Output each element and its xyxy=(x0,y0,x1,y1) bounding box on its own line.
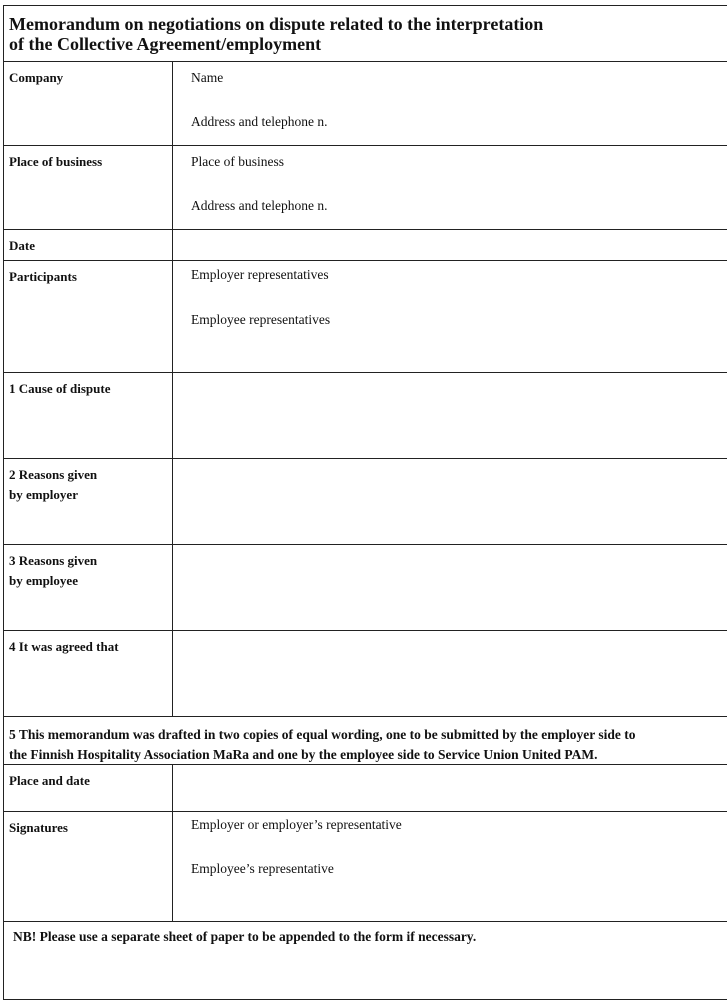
place-of-business-field[interactable] xyxy=(173,146,727,229)
agreed-label: 4 It was agreed that xyxy=(4,631,173,716)
employee-signature-label: Employee’s representative xyxy=(191,861,334,876)
nb-note: NB! Please use a separate sheet of paper to be appended to the form if necessary. xyxy=(13,929,477,944)
date-field[interactable] xyxy=(173,230,727,260)
cause-of-dispute-label: 1 Cause of dispute xyxy=(4,373,173,458)
signatures-row xyxy=(4,812,727,922)
employee-reasons-label-line-2: by employee xyxy=(9,573,78,588)
place-of-business-label: Place of business xyxy=(4,146,173,229)
employer-signature-label: Employer or employer’s representative xyxy=(191,817,402,832)
employee-reasons-label xyxy=(4,545,173,630)
participants-field[interactable] xyxy=(173,261,727,372)
agreed-row xyxy=(4,631,727,717)
nb-row xyxy=(4,922,727,1001)
cause-of-dispute-row xyxy=(4,373,727,459)
company-field[interactable] xyxy=(173,62,727,145)
place-of-business-address-label: Address and telephone n. xyxy=(191,198,328,213)
employer-reasons-label-line-2: by employer xyxy=(9,487,78,502)
memo-note-line-1: 5 This memorandum was drafted in two copies of equal wording, one to be submitted by the employer side to xyxy=(9,727,636,742)
company-address-label: Address and telephone n. xyxy=(191,114,328,129)
employee-reasons-row xyxy=(4,545,727,631)
employer-reasons-row xyxy=(4,459,727,545)
cause-of-dispute-field[interactable] xyxy=(173,373,727,458)
company-row xyxy=(4,62,727,146)
place-and-date-label: Place and date xyxy=(4,765,173,811)
memorandum-form xyxy=(3,5,727,1000)
memo-note-row xyxy=(4,717,727,765)
place-of-business-row xyxy=(4,146,727,230)
form-title-line-1: Memorandum on negotiations on dispute related to the interpretation xyxy=(9,14,544,34)
date-row xyxy=(4,230,727,261)
place-of-business-place-label: Place of business xyxy=(191,154,284,169)
place-and-date-field[interactable] xyxy=(173,765,727,811)
company-name-label: Name xyxy=(191,70,224,85)
place-and-date-row xyxy=(4,765,727,812)
form-title xyxy=(9,14,543,54)
signatures-label: Signatures xyxy=(4,812,173,921)
participants-row xyxy=(4,261,727,373)
employee-reasons-field[interactable] xyxy=(173,545,727,630)
date-label: Date xyxy=(4,230,173,260)
signatures-field[interactable] xyxy=(173,812,727,921)
employer-reasons-label xyxy=(4,459,173,544)
employer-reasons-label-line-1: 2 Reasons given xyxy=(9,467,98,482)
form-title-line-2: of the Collective Agreement/employment xyxy=(9,34,322,54)
memo-note-line-2: the Finnish Hospitality Association MaRa and one by the employee side to Service Union United PAM. xyxy=(9,747,598,762)
participants-label: Participants xyxy=(4,261,173,372)
employee-representatives-label: Employee representatives xyxy=(191,312,331,327)
employee-reasons-label-line-1: 3 Reasons given xyxy=(9,553,98,568)
employer-representatives-label: Employer representatives xyxy=(191,267,329,282)
memo-note xyxy=(9,725,726,765)
agreed-field[interactable] xyxy=(173,631,727,716)
employer-reasons-field[interactable] xyxy=(173,459,727,544)
company-label: Company xyxy=(4,62,173,145)
form-title-row xyxy=(4,6,727,62)
